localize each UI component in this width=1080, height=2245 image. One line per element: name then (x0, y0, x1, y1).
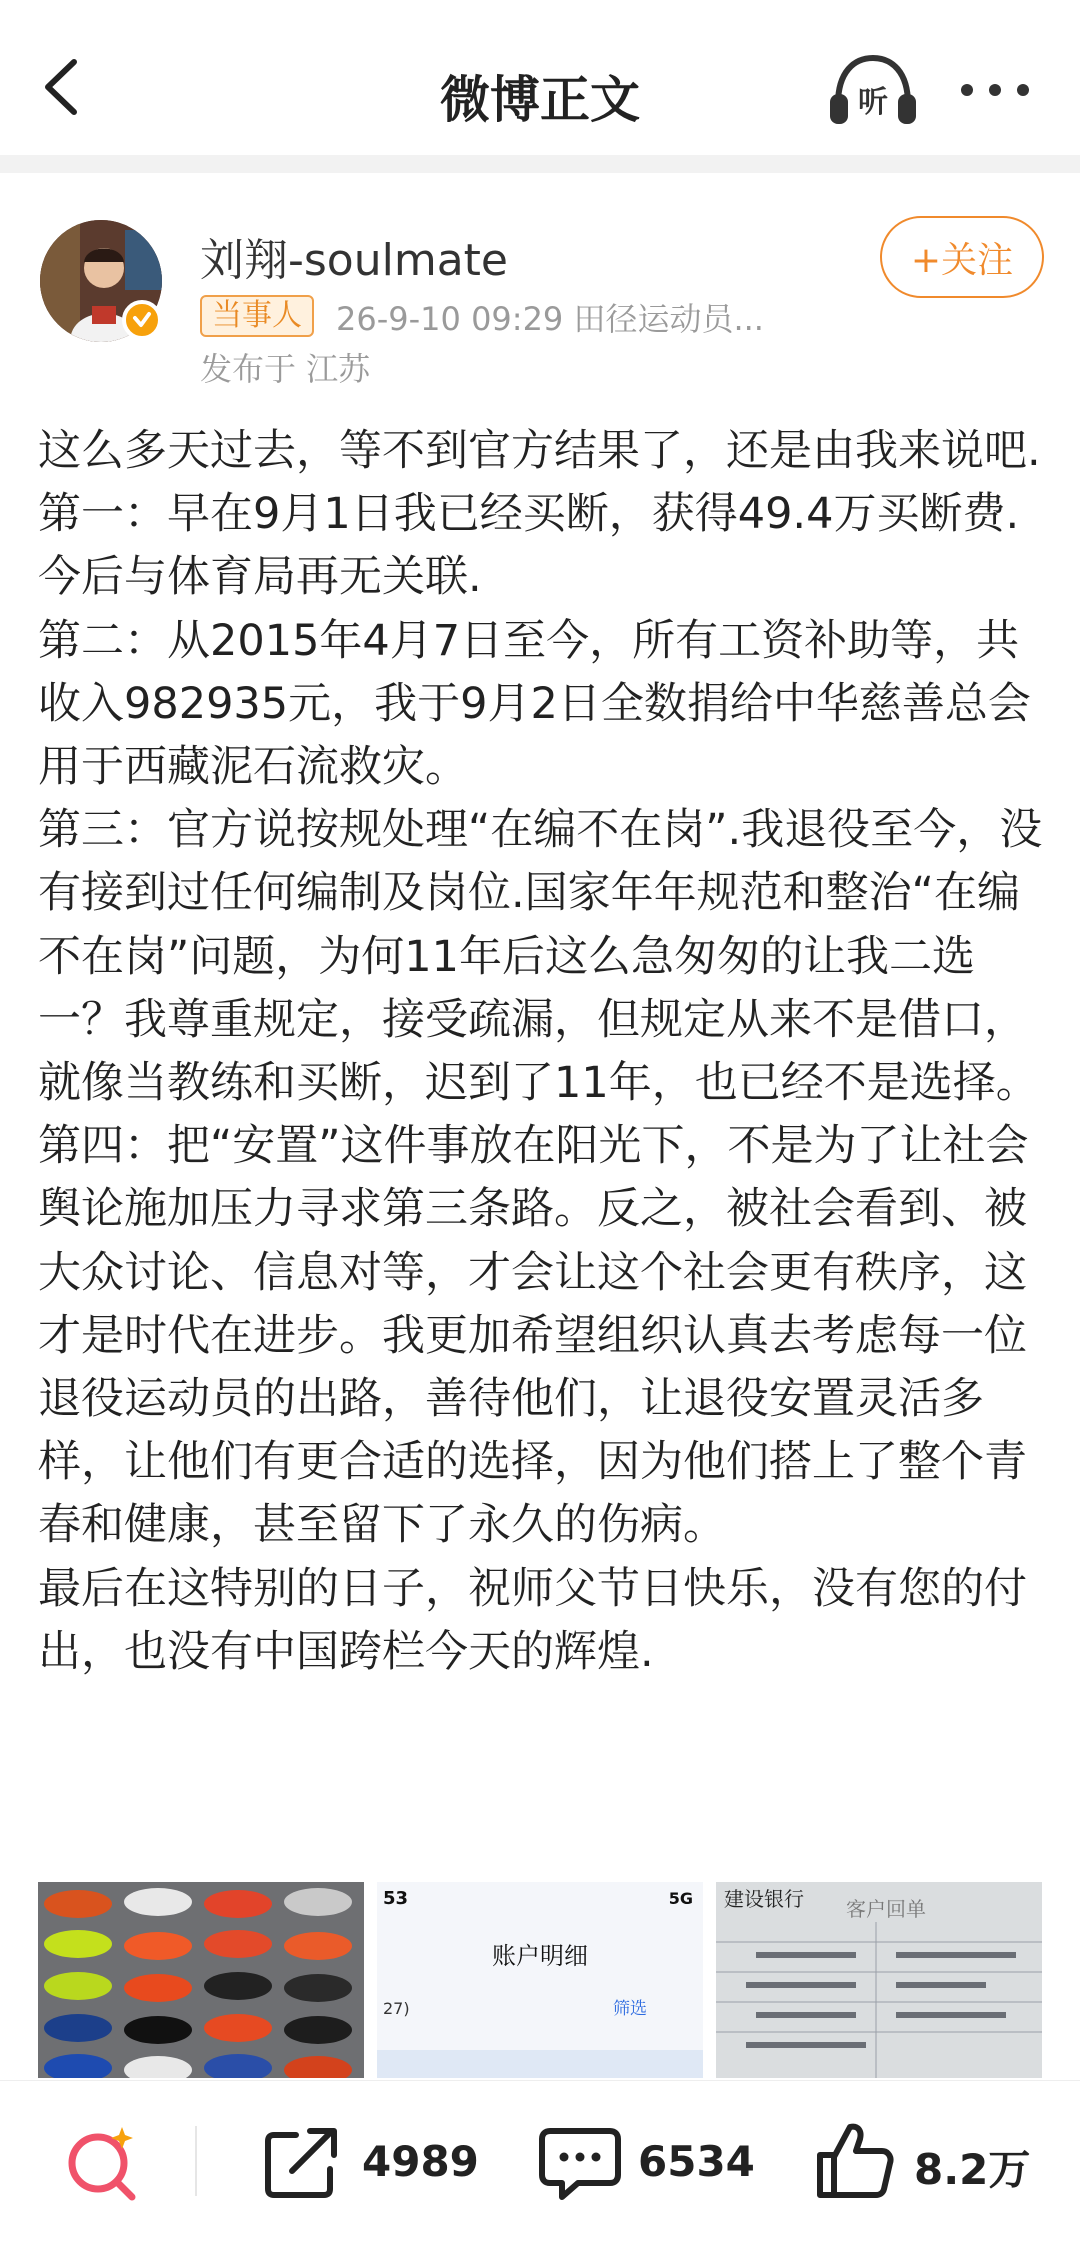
author-name[interactable]: 刘翔-soulmate (200, 235, 508, 286)
post-paragraph: 第二：从2015年4月7日至今，所有工资补助等，共收入982935元，我于9月2日全数捐给中华慈善总会用于西藏泥石流救灾。 (38, 615, 1031, 793)
headphones-icon (826, 52, 920, 128)
repost-count[interactable]: 4989 (362, 2137, 479, 2186)
like-count[interactable]: 8.2万 (914, 2145, 1031, 2194)
phone-filter-label: 筛选 (613, 1999, 647, 2019)
like-button[interactable] (814, 2119, 896, 2205)
bottom-action-bar (0, 2080, 1080, 2245)
phone-status-time: 53 (383, 1888, 409, 1909)
listen-label: 听 (858, 85, 888, 120)
image-shoes-thumbnail[interactable] (38, 1882, 364, 2078)
post-body (38, 420, 1046, 1684)
share-icon (262, 2123, 342, 2201)
search-button[interactable] (62, 2121, 142, 2209)
phone-left-label: 27) (383, 1999, 410, 2018)
bank-subtitle: 客户回单 (846, 1897, 926, 1921)
sparkle-search-icon (62, 2121, 142, 2205)
verified-badge-icon (122, 300, 162, 340)
post-image-grid (38, 1882, 1042, 2078)
post-location: 发布于 江苏 (200, 350, 371, 388)
post-paragraph: 最后在这特别的日子，祝师父节日快乐，没有您的付出，也没有中国跨栏今天的辉煌. (38, 1563, 1027, 1677)
more-options-button[interactable] (955, 70, 1035, 110)
phone-screen-title: 账户明细 (492, 1942, 588, 1970)
post-paragraph: 这么多天过去，等不到官方结果了，还是由我来说吧. (38, 426, 1041, 476)
image-bank-receipt-thumbnail[interactable] (716, 1882, 1042, 2078)
section-divider (0, 155, 1080, 173)
listen-button[interactable] (826, 52, 920, 128)
phone-signal: 5G (668, 1889, 693, 1908)
post-paragraph: 第四：把“安置”这件事放在阳光下，不是为了让社会舆论施加压力寻求第三条路。反之，被社会看到、被大众讨论、信息对等，才会让这个社会更有秩序，这才是时代在进步。我更加希望组织认真去考虑每一位退役运动员的出路，善待他们，让退役安置灵活多样，让他们有更合适的选择，因为他们搭上了整个青春和健康，甚至留下了永久的伤病。 (38, 1121, 1029, 1551)
follow-button[interactable]: +关注 (880, 216, 1044, 298)
top-nav-bar (0, 0, 1080, 172)
comment-button[interactable] (538, 2125, 622, 2205)
comment-bubble-icon (538, 2125, 622, 2201)
bar-divider (195, 2126, 197, 2196)
image-account-details-thumbnail[interactable] (377, 1882, 703, 2078)
more-dots-icon (955, 70, 1035, 110)
comment-count[interactable]: 6534 (638, 2137, 755, 2186)
post-paragraph: 第三：官方说按规处理“在编不在岗”.我退役至今，没有接到过任何编制及岗位.国家年年规范和整治“在编不在岗”问题，为何11年后这么急匆匆的让我二选一？我尊重规定，接受疏漏，但规定从来不是借口，就像当教练和买断，迟到了11年，也已经不是选择。 (38, 805, 1043, 1109)
post-paragraph: 第一：早在9月1日我已经买断，获得49.4万买断费.今后与体育局再无关联. (38, 489, 1020, 603)
thumbs-up-icon (814, 2119, 896, 2201)
bank-name: 建设银行 (724, 1887, 804, 1911)
role-tag: 当事人 (200, 295, 314, 337)
post-meta: 26-9-10 09:29 田径运动员... (336, 300, 764, 338)
repost-button[interactable] (262, 2123, 342, 2205)
page-title: 微博正文 (440, 71, 640, 129)
